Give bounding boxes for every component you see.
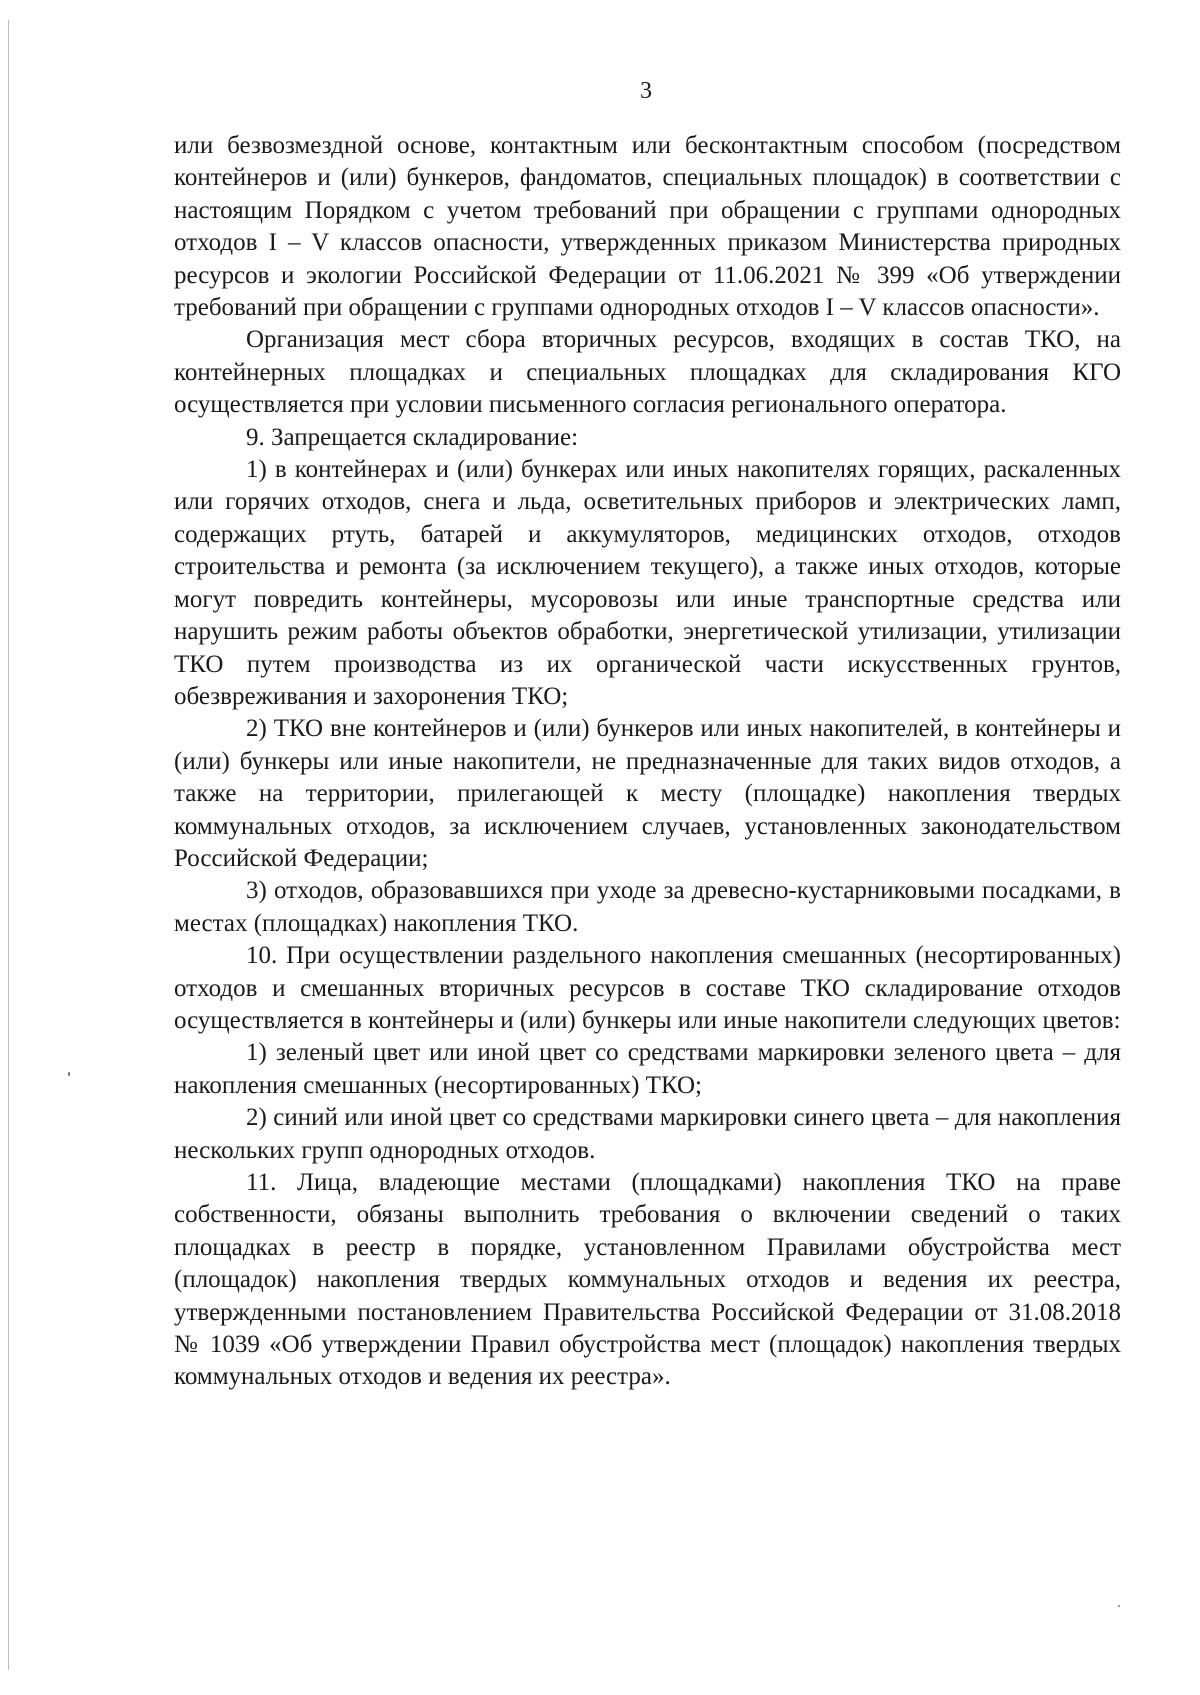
scan-speck	[1118, 1605, 1120, 1607]
clause-9-item-2: 2) ТКО вне контейнеров и (или) бункеров или иных накопителей, в контейнеры и (или) бункеры или иные накопители, не предназначенные для таких видов отходов, а также на территории, прилегающей к месту (площадке) накопления твердых коммунальных отходов, за исключением случаев, установленных законодательством Российской Федерации;	[174, 715, 1121, 872]
clause-11: 11. Лица, владеющие местами (площадками) накопления ТКО на праве собственности, обязаны выполнить требования о включении сведений о таких площадках в реестр в порядке, установленном Правилами обустройства мест (площадок) накопления твердых коммунальных отходов и ведения их реестра, утвержденными постановлением Правительства Российской Федерации от 31.08.2018 № 1039 «Об утверждении Правил обустройства мест (площадок) накопления твердых коммунальных отходов и ведения их реестра».	[174, 1169, 1121, 1391]
scan-speck	[68, 1072, 70, 1076]
document-body	[174, 130, 1121, 1394]
clause-10: 10. При осуществлении раздельного накопления смешанных (несортированных) отходов и смешанных вторичных ресурсов в составе ТКО складирование отходов осуществляется в контейнеры и (или) бункеры или иные накопители следующих цветов:	[174, 942, 1121, 1034]
clause-9-item-3: 3) отходов, образовавшихся при уходе за древесно-кустарниковыми посадками, в местах (площадках) накопления ТКО.	[174, 877, 1121, 937]
paragraph-organization-of-collection: Организация мест сбора вторичных ресурсов, входящих в состав ТКО, на контейнерных площадках и специальных площадках для складирования КГО осуществляется при условии письменного согласия регионального оператора.	[174, 326, 1121, 419]
paragraph-continuation: или безвозмездной основе, контактным или бесконтактным способом (посредством контейнеров и (или) бункеров, фандоматов, специальных площадок) в соответствии с настоящим Порядком с учетом требований при обращении с группами однородных отходов I – V классов опасности, утвержденных приказом Министерства природных ресурсов и экологии Российской Федерации от 11.06.2021 № 399 «Об утверждении требований при обращении с группами однородных отходов I – V классов опасности».	[174, 132, 1121, 322]
clause-10-item-1: 1) зеленый цвет или иной цвет со средствами маркировки зеленого цвета – для накопления смешанных (несортированных) ТКО;	[174, 1039, 1121, 1099]
page-number: 3	[640, 78, 652, 104]
clause-10-item-2: 2) синий или иной цвет со средствами маркировки синего цвета – для накопления нескольких групп однородных отходов.	[174, 1104, 1121, 1164]
clause-9-heading: 9. Запрещается складирование:	[246, 423, 579, 451]
scan-edge-line	[8, 20, 9, 1670]
clause-9-item-1: 1) в контейнерах и (или) бункерах или иных накопителях горящих, раскаленных или горячих отходов, снега и льда, осветительных приборов и электрических ламп, содержащих ртуть, батарей и аккумуляторов, медицинских отходов, отходов строительства и ремонта (за исключением текущего), а также иных отходов, которые могут повредить контейнеры, мусоровозы или иные транспортные средства или нарушить режим работы объектов обработки, энергетической утилизации, утилизации ТКО путем производства из их органической части искусственных грунтов, обезвреживания и захоронения ТКО;	[174, 456, 1121, 710]
